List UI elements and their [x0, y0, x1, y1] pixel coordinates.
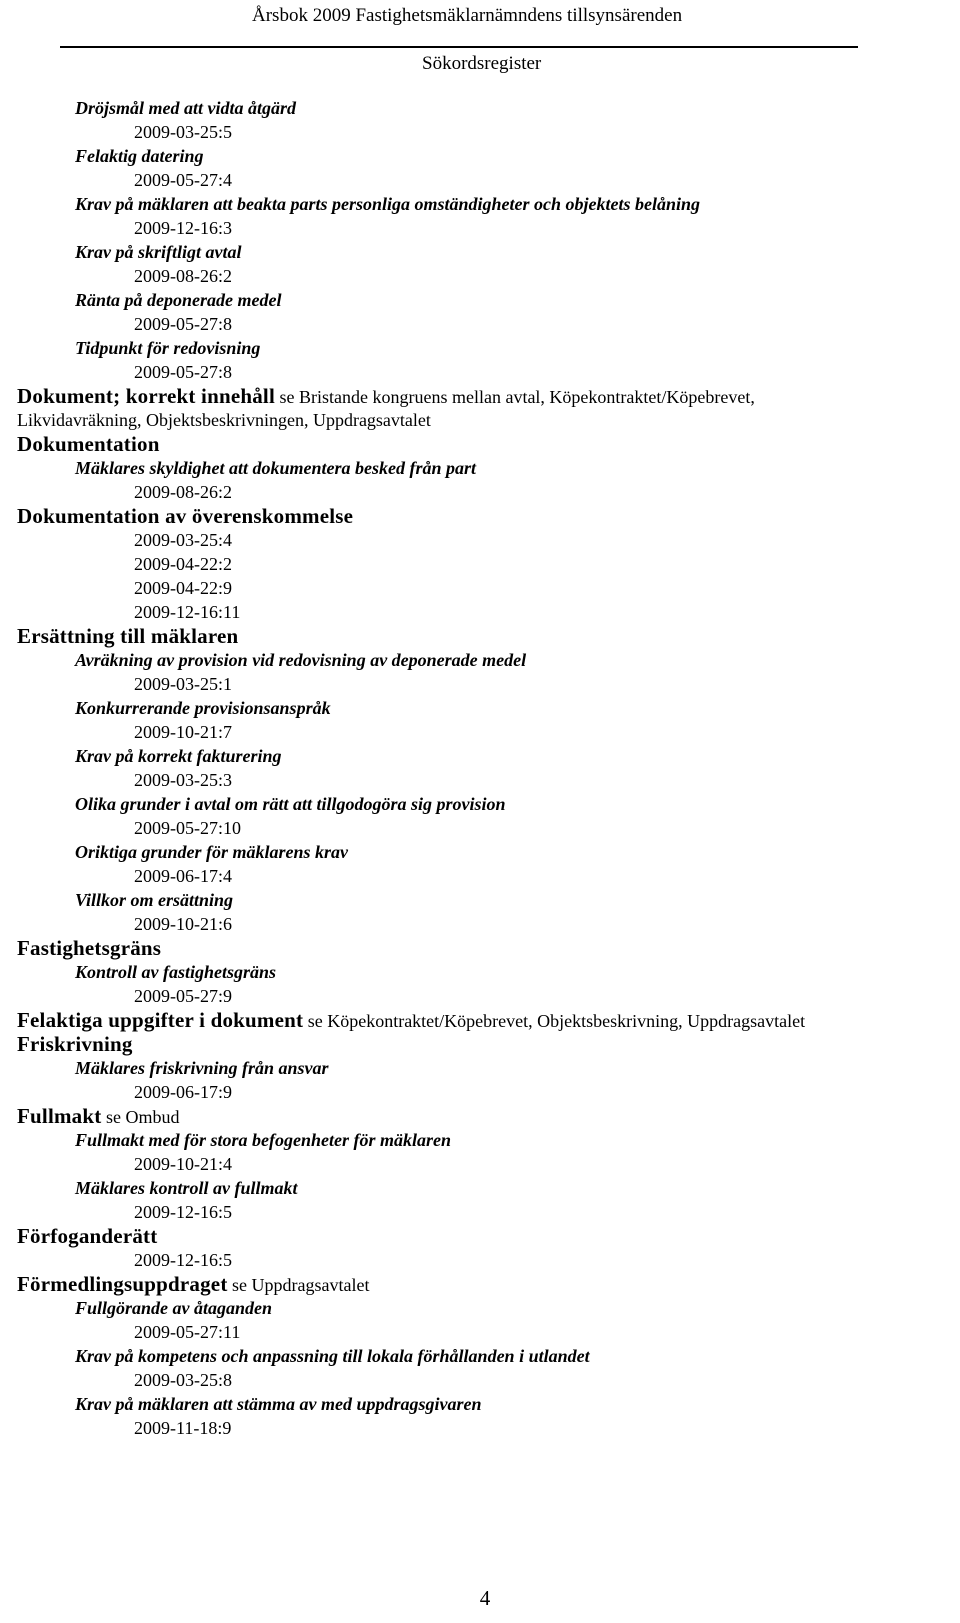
index-subterm: Mäklares skyldighet att dokumentera besked från part — [75, 458, 477, 478]
case-reference: 2009-12-16:3 — [134, 218, 232, 238]
case-reference: 2009-03-25:1 — [134, 674, 232, 694]
index-term — [0, 1008, 960, 1032]
index-subterm: Fullmakt med för stora befogenheter för mäklaren — [75, 1130, 452, 1150]
case-reference: 2009-08-26:2 — [134, 266, 232, 286]
case-reference: 2009-03-25:3 — [134, 770, 232, 790]
index-term-name: Dokument; korrekt innehåll — [17, 384, 275, 408]
case-reference: 2009-10-21:7 — [134, 722, 232, 742]
case-reference: 2009-06-17:9 — [134, 1082, 232, 1102]
case-reference: 2009-11-18:9 — [134, 1418, 232, 1438]
index-term-name: Fastighetsgräns — [17, 936, 162, 960]
index-term-name: Förfoganderätt — [17, 1224, 158, 1248]
index-term-continuation: Likvidavräkning, Objektsbeskrivningen, Uppdragsavtalet — [17, 410, 431, 430]
index-term-name: Förmedlingsuppdraget — [17, 1272, 228, 1296]
case-reference: 2009-03-25:5 — [134, 122, 232, 142]
index-term — [0, 936, 960, 960]
case-reference: 2009-10-21:6 — [134, 914, 232, 934]
index-term — [0, 1272, 960, 1296]
index-subterm: Krav på mäklaren att beakta parts personliga omständigheter och objektets belåning — [75, 194, 701, 214]
case-reference: 2009-05-27:10 — [134, 818, 241, 838]
case-reference: 2009-03-25:4 — [134, 530, 232, 550]
index-term-cross-reference: se Bristande kongruens mellan avtal, Köpekontraktet/Köpebrevet, — [275, 387, 755, 407]
case-reference: 2009-05-27:4 — [134, 170, 232, 190]
case-reference: 2009-05-27:8 — [134, 362, 232, 382]
index-term-name: Fullmakt — [17, 1104, 102, 1128]
page-number: 4 — [479, 1586, 491, 1610]
running-header-title: Årsbok 2009 Fastighetsmäklarnämndens tillsynsärenden — [252, 5, 683, 26]
index-subterm: Oriktiga grunder för mäklarens krav — [75, 842, 349, 862]
index-term — [0, 504, 960, 528]
index-subterm: Fullgörande av åtaganden — [75, 1298, 273, 1318]
case-reference: 2009-08-26:2 — [134, 482, 232, 502]
case-reference: 2009-12-16:5 — [134, 1250, 232, 1270]
index-term — [0, 1032, 960, 1056]
header-rule — [60, 46, 858, 48]
index-term-cross-reference: se Uppdragsavtalet — [227, 1275, 370, 1295]
index-subterm: Ränta på deponerade medel — [75, 290, 282, 310]
index-subterm: Mäklares friskrivning från ansvar — [75, 1058, 329, 1078]
index-term — [0, 1104, 960, 1128]
case-reference: 2009-04-22:9 — [134, 578, 232, 598]
index-subterm: Krav på kompetens och anpassning till lokala förhållanden i utlandet — [75, 1346, 590, 1366]
index-entries — [0, 96, 960, 1440]
case-reference: 2009-05-27:8 — [134, 314, 232, 334]
case-reference: 2009-12-16:11 — [134, 602, 241, 622]
index-term-cross-reference: se Ombud — [101, 1107, 180, 1127]
index-term-name: Dokumentation — [17, 432, 160, 456]
index-subterm: Olika grunder i avtal om rätt att tillgodogöra sig provision — [75, 794, 506, 814]
index-subterm: Kontroll av fastighetsgräns — [75, 962, 277, 982]
index-term — [0, 1224, 960, 1248]
section-title: Sökordsregister — [422, 53, 542, 74]
index-term — [0, 384, 960, 408]
index-term-name: Ersättning till mäklaren — [17, 624, 239, 648]
case-reference: 2009-10-21:4 — [134, 1154, 232, 1174]
index-subterm: Konkurrerande provisionsanspråk — [75, 698, 331, 718]
index-term — [0, 432, 960, 456]
index-subterm: Avräkning av provision vid redovisning av deponerade medel — [75, 650, 527, 670]
case-reference: 2009-04-22:2 — [134, 554, 232, 574]
index-term-cross-reference: se Köpekontraktet/Köpebrevet, Objektsbeskrivning, Uppdragsavtalet — [303, 1011, 806, 1031]
index-subterm: Villkor om ersättning — [75, 890, 234, 910]
index-subterm: Krav på skriftligt avtal — [75, 242, 242, 262]
index-term-name: Dokumentation av överenskommelse — [17, 504, 354, 528]
case-reference: 2009-05-27:9 — [134, 986, 232, 1006]
case-reference: 2009-03-25:8 — [134, 1370, 232, 1390]
case-reference: 2009-06-17:4 — [134, 866, 232, 886]
index-term-name: Friskrivning — [17, 1032, 133, 1056]
index-subterm: Dröjsmål med att vidta åtgärd — [75, 98, 297, 118]
index-subterm: Tidpunkt för redovisning — [75, 338, 261, 358]
case-reference: 2009-12-16:5 — [134, 1202, 232, 1222]
index-subterm: Krav på korrekt fakturering — [75, 746, 282, 766]
index-subterm: Krav på mäklaren att stämma av med uppdragsgivaren — [75, 1394, 482, 1414]
index-subterm: Mäklares kontroll av fullmakt — [75, 1178, 298, 1198]
index-term-name: Felaktiga uppgifter i dokument — [17, 1008, 304, 1032]
case-reference: 2009-05-27:11 — [134, 1322, 241, 1342]
index-subterm: Felaktig datering — [75, 146, 204, 166]
index-term — [0, 624, 960, 648]
